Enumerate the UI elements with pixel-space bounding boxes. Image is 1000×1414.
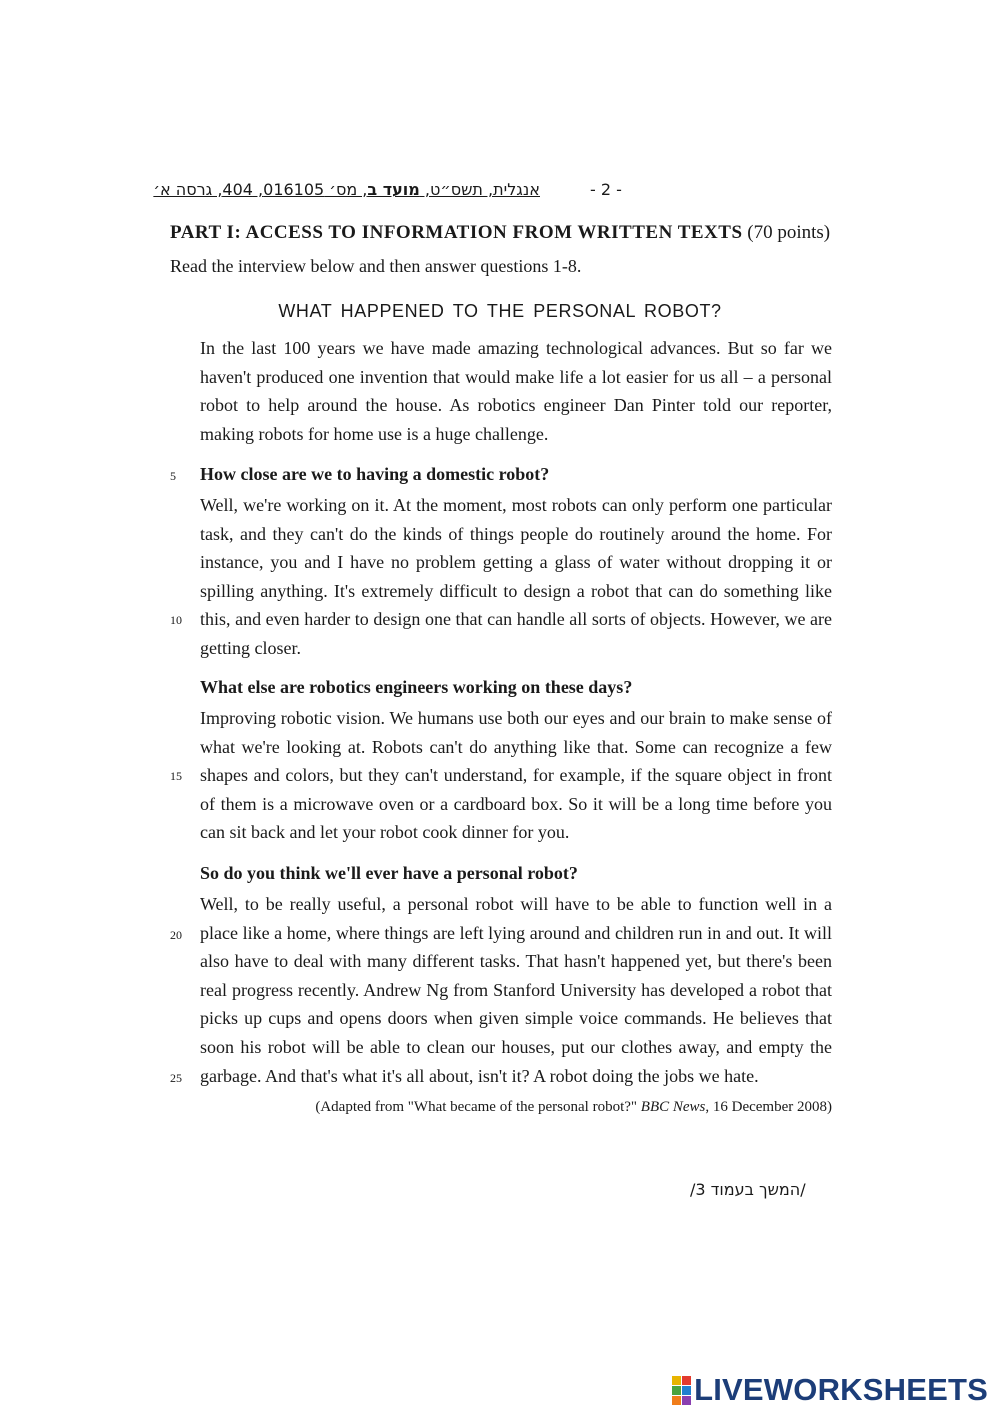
line-number: 25 (170, 1071, 182, 1085)
line-number: 10 (170, 613, 182, 627)
part-title: PART I: ACCESS TO INFORMATION FROM WRITTEN TEXTS (170, 222, 743, 243)
question-1: How close are we to having a domestic robot? (200, 464, 550, 484)
question-3: So do you think we'll ever have a personal robot? (200, 863, 578, 883)
page-number: - 2 - (590, 180, 622, 199)
article-source (315, 1099, 832, 1116)
logo-square (682, 1396, 691, 1405)
article-title: WHAT HAPPENED TO THE PERSONAL ROBOT? (278, 301, 722, 321)
line-number: 15 (170, 769, 182, 783)
part-heading (170, 222, 830, 244)
answer-1: Well, we're working on it. At the moment, most robots can only perform one particular task, and they can't do the kinds of things people do routinely around the home. For instance, you and I have no problem getting a glass of water without dropping it or spilling anything. It's extremely difficult to design a robot that can do something like this, and even harder to design one that can handle all sorts of objects. However, we are getting closer. (200, 495, 832, 658)
line-number: 20 (170, 928, 182, 942)
header-session: מועד ב (367, 180, 420, 199)
header-code: , מס׳ 016105, 404, גרסה א׳ (153, 180, 368, 199)
source-date: , 16 December 2008) (705, 1099, 832, 1115)
part-points: (70 points) (747, 222, 831, 243)
source-publication: BBC News (640, 1099, 706, 1115)
logo-square (672, 1386, 681, 1395)
logo-square (672, 1376, 681, 1385)
logo-square (672, 1396, 681, 1405)
liveworksheets-logo-icon (672, 1376, 691, 1405)
exam-header (153, 180, 540, 199)
instructions: Read the interview below and then answer questions 1-8. (170, 256, 582, 276)
logo-square (682, 1386, 691, 1395)
logo-text: LIVEWORKSHEETS (694, 1372, 988, 1407)
header-subject: אנגלית, תשס״ט, (419, 180, 540, 199)
answer-2: Improving robotic vision. We humans use both our eyes and our brain to make sense of what we're looking at. Robots can't do anything like that. Some can recognize a few shapes and colors, but they can't understand, for example, if the square object in front of them is a microwave oven or a cardboard box. So it will be a long time before you can sit back and let your robot cook dinner for you. (200, 708, 832, 843)
line-number: 5 (170, 469, 176, 483)
question-2: What else are robotics engineers working on these days? (200, 677, 633, 697)
liveworksheets-logo[interactable] (672, 1372, 988, 1408)
continue-note: /המשך בעמוד 3/ (690, 1180, 806, 1199)
source-prefix: (Adapted from "What became of the personal robot?" (315, 1099, 641, 1115)
answer-3: Well, to be really useful, a personal robot will have to be able to function well in a place like a home, where things are left lying around and children run in and out. It will also have to deal with many different tasks. That hasn't happened yet, but there's been real progress recently. Andrew Ng from Stanford University has developed a robot that picks up cups and opens doors when given simple voice commands. He believes that soon his robot will be able to clean our houses, put our clothes away, and empty the garbage. And that's what it's all about, isn't it? A robot doing the jobs we hate. (200, 894, 832, 1086)
intro-paragraph: In the last 100 years we have made amazing technological advances. But so far we haven't produced one invention that would make life a lot easier for us all – a personal robot to help around the house. As robotics engineer Dan Pinter told our reporter, making robots for home use is a huge challenge. (200, 338, 832, 444)
logo-square (682, 1376, 691, 1385)
